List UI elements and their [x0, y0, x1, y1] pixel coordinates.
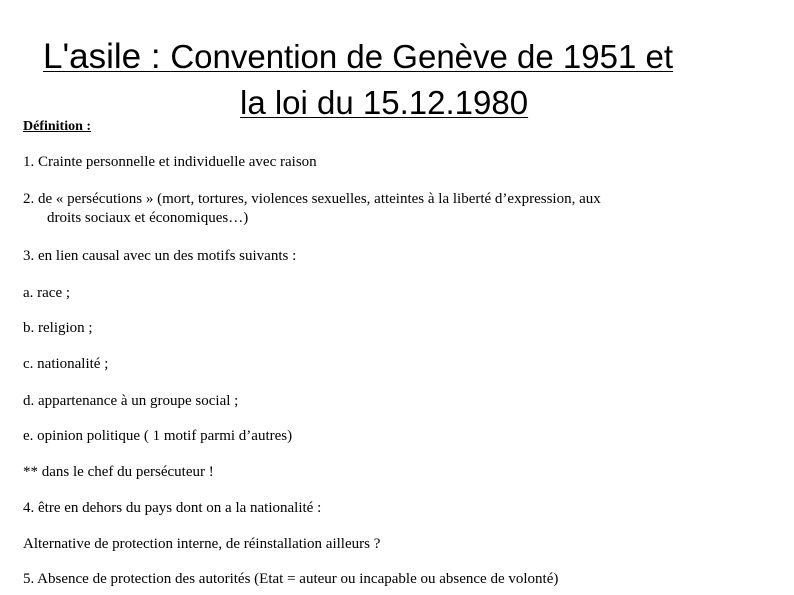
title-convention: Convention de Genève de 1951 et: [170, 38, 674, 75]
item-1: 1. Crainte personnelle et individuelle avec raison: [23, 154, 317, 170]
item-5: 5. Absence de protection des autorités (Etat = auteur ou incapable ou absence de volonté): [23, 571, 559, 587]
item-4: 4. être en dehors du pays dont on a la nationalité :: [23, 500, 322, 516]
item-2: [23, 190, 601, 228]
item-3d: d. appartenance à un groupe social ;: [23, 393, 239, 409]
item-3e: e. opinion politique ( 1 motif parmi d’autres): [23, 428, 293, 444]
persecutor-note: ** dans le chef du persécuteur !: [23, 464, 214, 480]
definition-label: Définition :: [23, 119, 92, 134]
item-4-note: Alternative de protection interne, de réinstallation ailleurs ?: [23, 536, 381, 552]
item-3: 3. en lien causal avec un des motifs suivants :: [23, 248, 297, 264]
item-2-line-1: 2. de « persécutions » (mort, tortures, violences sexuelles, atteintes à la liberté d’expression, aux: [23, 191, 601, 207]
item-2-line-2: droits sociaux et économiques…): [47, 210, 249, 226]
title-asile: L'asile :: [43, 37, 171, 76]
item-3a: a. race ;: [23, 285, 71, 301]
slide-title-line-1: [43, 39, 673, 75]
slide-title-line-2: la loi du 15.12.1980: [240, 84, 529, 121]
item-3b: b. religion ;: [23, 320, 93, 336]
item-3c: c. nationalité ;: [23, 356, 109, 372]
